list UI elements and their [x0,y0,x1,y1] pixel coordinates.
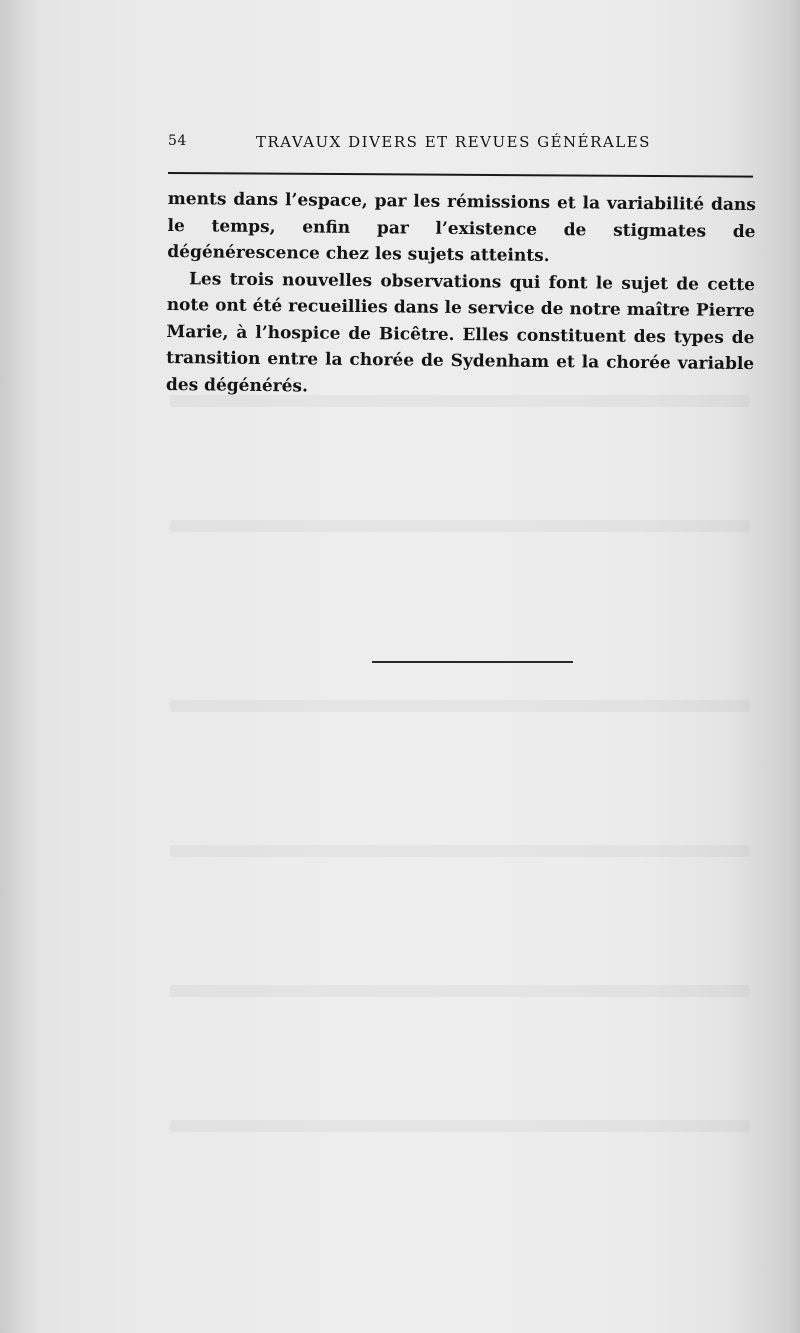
paragraph: ments dans l’espace, par les rémissions et la variabilité dans le temps, enfin par l’existence de stigmates de dégénérescence chez les sujets atteints. [167,188,756,266]
section-end-rule [372,661,573,663]
header-rule [168,172,753,178]
show-through-texture [170,845,750,857]
paragraph: Les trois nouvelles observations qui font le sujet de cette note ont été recueillies dans le service de notre maître Pierre Marie, à l’hospice de Bicêtre. Elles constituent des types de transition entre la chorée de Sydenham et la chorée variable des dégénérés. [165,268,756,396]
running-title: TRAVAUX DIVERS ET REVUES GÉNÉRALES [256,133,651,151]
show-through-texture [170,520,750,532]
body-text [166,186,756,404]
page-gutter-shadow [0,0,40,1333]
show-through-texture [170,985,750,997]
page-number: 54 [168,133,187,149]
show-through-texture [170,700,750,712]
show-through-texture [170,1120,750,1132]
running-header [168,133,753,157]
